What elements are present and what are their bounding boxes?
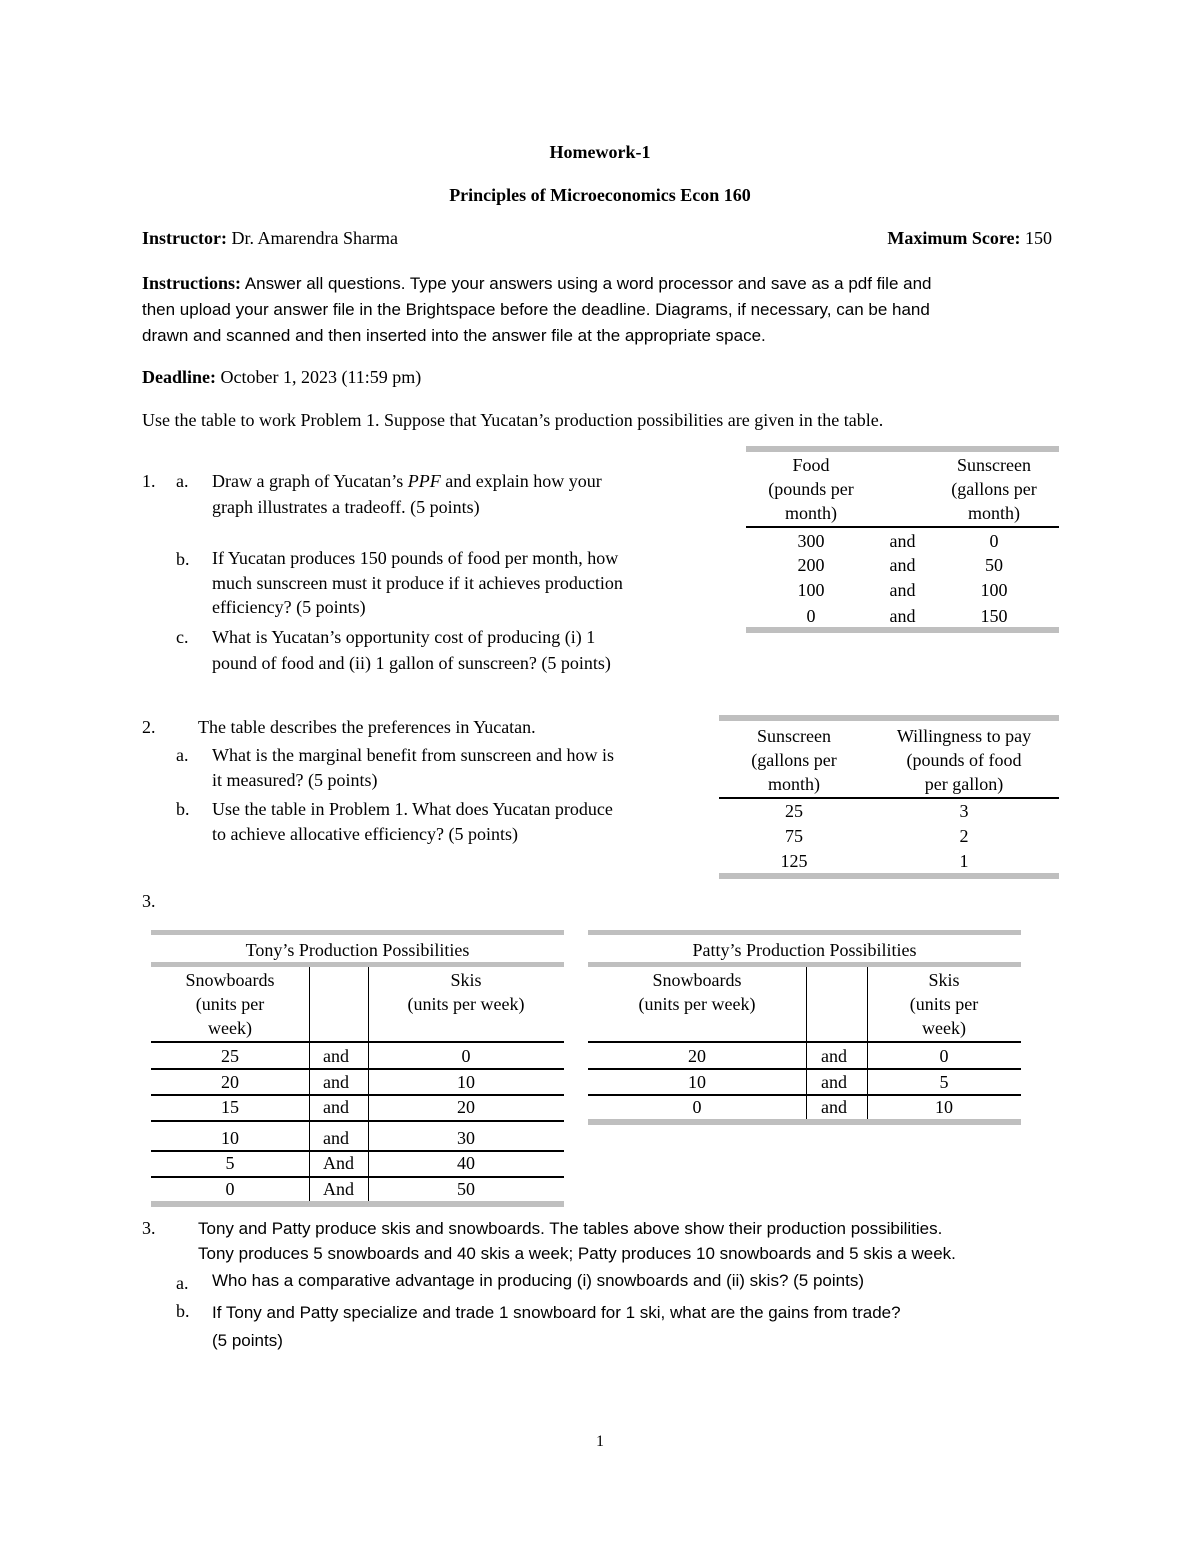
problem2-a-line1: What is the marginal benefit from sunscreen and how is (212, 745, 615, 765)
problem2-a-line2: it measured? (5 points) (212, 770, 378, 790)
max-score-value: 150 (1025, 228, 1052, 248)
wtp-table-bottom-rule (719, 873, 1059, 879)
problem1-c (212, 624, 712, 676)
tony-ski-h1: Skis (450, 970, 482, 990)
tony-title-rule (151, 962, 564, 967)
problem3-label-top: 3. (142, 891, 156, 911)
problem1-b-line2: much sunscreen must it produce if it achieves production (212, 572, 623, 593)
tony-row-ski: 10 (457, 1072, 475, 1092)
problem3-line2: Tony produces 5 snowboards and 40 skis a week; Patty produces 10 snowboards and 5 skis a week. (198, 1244, 956, 1263)
ppf-row-and: and (889, 580, 916, 600)
ppf-food-h2: (pounds per (768, 479, 854, 499)
patty-table-top-rule (588, 930, 1021, 935)
tony-row-sb: 15 (221, 1097, 239, 1117)
tony-sb-h1: Snowboards (185, 970, 275, 990)
tony-table-bottom-rule (151, 1201, 564, 1207)
ppf-food-h1: Food (792, 455, 830, 475)
wtp-row-sun: 75 (785, 826, 803, 846)
ppf-food-header (746, 453, 876, 525)
course-title: Principles of Microeconomics Econ 160 (449, 185, 751, 205)
page-number: 1 (596, 1433, 604, 1450)
problem1-a-pre: Draw a graph of Yucatan’s (212, 471, 408, 491)
problem2-b-line1: Use the table in Problem 1. What does Yucatan produce (212, 799, 613, 819)
patty-row-and: and (821, 1072, 847, 1092)
tony-table-title: Tony’s Production Possibilities (245, 940, 470, 960)
ppf-table-top-rule (746, 446, 1059, 452)
tony-sb-h3: week) (208, 1018, 252, 1038)
patty-row-sb: 20 (688, 1046, 706, 1066)
tony-snowboards-header (151, 968, 309, 1040)
patty-row-sb: 0 (692, 1097, 702, 1117)
tony-row-ski: 40 (457, 1153, 475, 1173)
wtp-sun-h3: month) (768, 774, 820, 794)
tony-row-sb: 20 (221, 1072, 239, 1092)
ppf-row-sun: 50 (985, 555, 1003, 575)
ppf-table-bottom-rule (746, 627, 1059, 633)
ppf-header-rule (746, 526, 1059, 528)
tony-row-rule (151, 1120, 564, 1122)
tony-row-and: and (323, 1072, 349, 1092)
deadline-label: Deadline: (142, 367, 216, 387)
tony-header-rule (151, 1041, 564, 1043)
patty-skis-header (867, 968, 1021, 1040)
tony-row-sb: 25 (221, 1046, 239, 1066)
problem2-b (212, 797, 712, 847)
problem1-a-line2: graph illustrates a tradeoff. (5 points) (212, 497, 480, 517)
ppf-sunscreen-header (929, 453, 1059, 525)
tony-sb-h2: (units per (195, 994, 265, 1014)
tony-row-and: And (323, 1153, 354, 1173)
problem2-intro: The table describes the preferences in Yucatan. (198, 717, 536, 737)
problem3-a-label: a. (176, 1273, 189, 1293)
patty-row-sb: 10 (688, 1072, 706, 1092)
problem2-b-label: b. (176, 799, 190, 819)
tony-table-top-rule (151, 930, 564, 935)
problem3-line1: Tony and Patty produce skis and snowboards. The tables above show their production possibilities. (198, 1219, 943, 1238)
wtp-row-sun: 25 (785, 801, 803, 821)
problem3-number: 3. (142, 1218, 156, 1238)
ppf-row-food: 100 (797, 580, 825, 600)
patty-table-title: Patty’s Production Possibilities (692, 940, 917, 960)
ppf-row-sun: 150 (980, 606, 1008, 626)
wtp-sun-h1: Sunscreen (757, 726, 831, 746)
instructor-name: Dr. Amarendra Sharma (231, 228, 398, 248)
wtp-header (869, 724, 1059, 796)
wtp-sun-h2: (gallons per (751, 750, 837, 770)
patty-row-and: and (821, 1097, 847, 1117)
problem3-b-line1: If Tony and Patty specialize and trade 1 snowboard for 1 ski, what are the gains from trade? (212, 1303, 901, 1322)
ppf-row-food: 300 (797, 531, 825, 551)
problem1-a-post: and explain how your (440, 471, 602, 491)
deadline-value: October 1, 2023 (11:59 pm) (220, 367, 422, 387)
patty-ski-h3: week) (922, 1018, 966, 1038)
problem1-b-line1: If Yucatan produces 150 pounds of food per month, how (212, 548, 619, 568)
patty-snowboards-header (588, 968, 806, 1016)
tony-row-sb: 5 (225, 1153, 235, 1173)
wtp-row-value: 3 (959, 801, 969, 821)
problem1-b-line3: efficiency? (5 points) (212, 597, 366, 617)
problem2-b-line2: to achieve allocative efficiency? (5 points) (212, 824, 519, 844)
ppf-food-h3: month) (785, 503, 837, 523)
ppf-row-food: 0 (806, 606, 816, 626)
instructor-label: Instructor: (142, 228, 227, 248)
instructions-line2: then upload your answer file in the Brightspace before the deadline. Diagrams, if necessary, can be hand (142, 300, 930, 319)
problem2-number: 2. (142, 717, 156, 737)
document-title: Homework-1 (549, 142, 651, 162)
wtp-h3: per gallon) (924, 774, 1004, 794)
problem3-a-text: Who has a comparative advantage in producing (i) snowboards and (ii) skis? (5 points) (212, 1271, 864, 1290)
patty-table-bottom-rule (588, 1119, 1021, 1125)
wtp-row-value: 1 (959, 851, 969, 871)
tony-row-sb: 10 (221, 1128, 239, 1148)
ppf-sun-h3: month) (968, 503, 1020, 523)
problem1-c-line2: pound of food and (ii) 1 gallon of sunscreen? (5 points) (212, 653, 611, 673)
problem3-b (212, 1299, 1072, 1355)
problem1-b-label: b. (176, 549, 190, 569)
wtp-table-top-rule (719, 715, 1059, 721)
tony-row-and: and (323, 1128, 349, 1148)
patty-sb-h2: (units per week) (638, 994, 756, 1014)
ppf-sun-h2: (gallons per (951, 479, 1037, 499)
problem1-a (212, 468, 712, 520)
deadline-line (142, 367, 421, 388)
problem1-a-ppf: PPF (407, 471, 441, 491)
patty-row-ski: 5 (939, 1072, 949, 1092)
tony-row-ski: 50 (457, 1179, 475, 1199)
ppf-row-sun: 0 (989, 531, 999, 551)
tony-row-ski: 20 (457, 1097, 475, 1117)
wtp-h2: (pounds of food (906, 750, 1022, 770)
ppf-row-and: and (889, 531, 916, 551)
intro-text: Use the table to work Problem 1. Suppose that Yucatan’s production possibilities are given in the table. (142, 410, 884, 430)
ppf-row-food: 200 (797, 555, 825, 575)
tony-row-sb: 0 (225, 1179, 235, 1199)
tony-skis-header (368, 968, 564, 1016)
ppf-row-sun: 100 (980, 580, 1008, 600)
ppf-row-and: and (889, 606, 916, 626)
problem1-c-line1: What is Yucatan’s opportunity cost of producing (i) 1 (212, 627, 596, 647)
wtp-h1: Willingness to pay (896, 726, 1032, 746)
tony-row-and: and (323, 1097, 349, 1117)
patty-row-ski: 0 (939, 1046, 949, 1066)
max-score (887, 228, 1052, 249)
wtp-sunscreen-header (719, 724, 869, 796)
problem1-a-line1 (212, 468, 712, 494)
instructions-line3: drawn and scanned and then inserted into the answer file at the appropriate space. (142, 326, 766, 345)
patty-sb-h1: Snowboards (652, 970, 742, 990)
problem2-a (212, 743, 712, 793)
wtp-row-value: 2 (959, 826, 969, 846)
patty-row-and: and (821, 1046, 847, 1066)
max-score-label: Maximum Score: (887, 228, 1021, 248)
patty-ski-h2: (units per (909, 994, 979, 1014)
tony-row-and: And (323, 1179, 354, 1199)
patty-ski-h1: Skis (928, 970, 960, 990)
problem3-b-label: b. (176, 1301, 190, 1321)
patty-header-rule (588, 1041, 1021, 1043)
patty-row-ski: 10 (935, 1097, 953, 1117)
instructions (142, 270, 1062, 349)
problem2-a-label: a. (176, 745, 189, 765)
wtp-row-sun: 125 (780, 851, 808, 871)
problem3-b-line2: (5 points) (212, 1331, 283, 1350)
problem3-text (198, 1216, 1078, 1266)
problem1-a-label: a. (176, 471, 189, 491)
instructions-label: Instructions: (142, 273, 242, 293)
tony-row-ski: 0 (461, 1046, 471, 1066)
ppf-row-and: and (889, 555, 916, 575)
problem1-b (212, 546, 712, 620)
tony-row-ski: 30 (457, 1128, 475, 1148)
problem1-c-label: c. (176, 627, 189, 647)
ppf-sun-h1: Sunscreen (957, 455, 1031, 475)
instructor-line (142, 228, 398, 249)
problem1-number: 1. (142, 471, 156, 491)
tony-ski-h2: (units per week) (407, 994, 525, 1014)
tony-row-and: and (323, 1046, 349, 1066)
instructions-line1: Answer all questions. Type your answers using a word processor and save as a pdf file and (244, 274, 932, 293)
patty-title-rule (588, 962, 1021, 967)
